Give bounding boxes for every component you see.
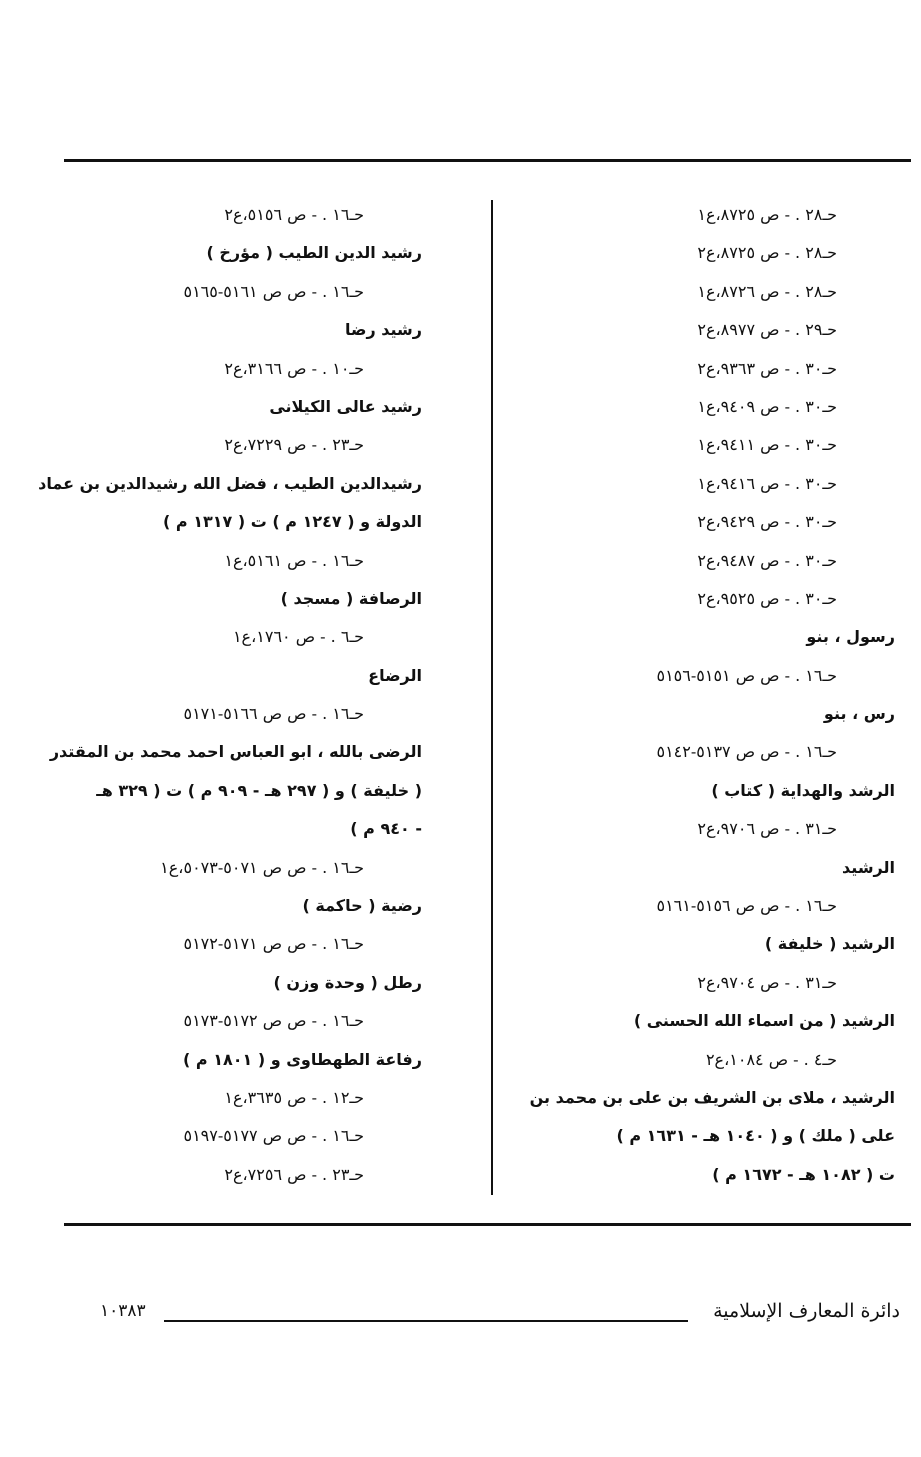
volume-page-reference: حـ١٦ . - ص ص ٥١٥١-٥١٥٦ [656, 665, 837, 685]
volume-page-reference: حـ١٦ . - ص ص ٥١٦٦-٥١٧١ [183, 704, 364, 724]
volume-page-reference: حـ١٦ . - ص ص ٥١٥٦-٥١٦١ [656, 896, 837, 916]
volume-page-reference: حـ٣٠ . - ص ٩٤١١،ع١ [697, 435, 837, 455]
index-entry-heading: رضية ( حاكمة ) [302, 896, 422, 916]
index-entry-heading: رشيدالدين الطيب ، فضل الله رشيدالدين بن عماد [38, 473, 422, 493]
volume-page-reference: حـ٢٣ . - ص ٧٢٥٦،ع٢ [224, 1164, 364, 1184]
volume-page-reference: حـ٣٠ . - ص ٩٤٨٧،ع٢ [697, 550, 837, 570]
volume-page-reference: حـ٣٠ . - ص ٩٤١٦،ع١ [697, 473, 837, 493]
volume-page-reference: حـ١٦ . - ص ص ٥١٧١-٥١٧٢ [183, 934, 364, 954]
column-divider [491, 200, 493, 1195]
volume-page-reference: حـ١٦ . - ص ص ٥١٦١-٥١٦٥ [183, 281, 364, 301]
index-entry-continuation: - ٩٤٠ م ) [350, 819, 422, 839]
index-entry-heading: الرشيد ( خليفة ) [764, 934, 895, 954]
index-entry-heading: رس ، بنو [823, 704, 895, 724]
index-entry-heading: رسول ، بنو [806, 627, 895, 647]
index-entry-heading: الرصافة ( مسجد ) [280, 588, 422, 608]
index-entry-continuation: ( خليفة ) و ( ٢٩٧ هـ - ٩٠٩ م ) ت ( ٣٢٩ هـ [96, 780, 422, 800]
volume-page-reference: حـ١٠ . - ص ٣١٦٦،ع٢ [224, 358, 364, 378]
index-entry-heading: الرشيد ، ملاى بن الشريف بن على بن محمد بن [529, 1087, 895, 1107]
volume-page-reference: حـ٢٩ . - ص ٨٩٧٧،ع٢ [697, 320, 837, 340]
index-entry-heading: الرضى بالله ، ابو العباس احمد محمد بن المقتدر [49, 742, 422, 762]
index-entry-continuation: ت ( ١٠٨٢ هـ - ١٦٧٢ م ) [712, 1164, 895, 1184]
volume-page-reference: حـ٢٨ . - ص ٨٧٢٥،ع١ [697, 205, 837, 224]
index-column-right [510, 196, 895, 1194]
volume-page-reference: حـ١٦ . - ص ص ٥٠٧١-٥٠٧٣،ع١ [160, 857, 364, 877]
volume-page-reference: حـ٢٣ . - ص ٧٢٢٩،ع٢ [224, 435, 364, 455]
index-entry-heading: رشيد رضا [345, 320, 422, 340]
index-entry-heading: رشيد الدين الطيب ( مؤرخ ) [206, 243, 422, 263]
volume-page-reference: حـ١٦ . - ص ٥١٦١،ع١ [224, 550, 364, 570]
volume-page-reference: حـ٣١ . - ص ٩٧٠٦،ع٢ [697, 819, 837, 839]
volume-page-reference: حـ١٢ . - ص ٣٦٣٥،ع١ [224, 1087, 364, 1107]
index-entry-continuation: الدولة و ( ١٢٤٧ م ) ت ( ١٣١٧ م ) [163, 512, 422, 532]
index-entry-heading: الرشيد ( من اسماء الله الحسنى ) [633, 1011, 895, 1031]
footer-leader-line [164, 1320, 688, 1322]
volume-page-reference: حـ٦ . - ص ١٧٦٠،ع١ [232, 627, 364, 647]
index-entry-heading: رفاعة الطهطاوى و ( ١٨٠١ م ) [183, 1049, 422, 1069]
index-entry-heading: رشيد عالى الكيلانى [269, 396, 422, 416]
volume-page-reference: حـ٣٠ . - ص ٩٤٠٩،ع١ [697, 396, 837, 416]
volume-page-reference: حـ١٦ . - ص ص ٥١٧٧-٥١٩٧ [183, 1126, 364, 1146]
index-column-left [38, 196, 422, 1194]
volume-page-reference: حـ١٦ . - ص ص ٥١٣٧-٥١٤٢ [656, 742, 837, 762]
index-entry-continuation: على ( ملك ) و ( ١٠٤٠ هـ - ١٦٣١ م ) [616, 1126, 895, 1146]
top-rule [64, 159, 911, 162]
page-number: ١٠٣٨٣ [100, 1301, 146, 1321]
index-entry-heading: الرضاع [368, 665, 422, 685]
volume-page-reference: حـ٣٠ . - ص ٩٣٦٣،ع٢ [697, 358, 837, 378]
volume-page-reference: حـ٤ . - ص ١٠٨٤،ع٢ [705, 1049, 837, 1069]
index-entry-heading: رطل ( وحدة وزن ) [273, 972, 422, 992]
page-footer [100, 1296, 900, 1326]
volume-page-reference: حـ١٦ . - ص ص ٥١٧٢-٥١٧٣ [183, 1011, 364, 1031]
bottom-rule [64, 1223, 911, 1226]
volume-page-reference: حـ٣٠ . - ص ٩٤٢٩،ع٢ [697, 512, 837, 532]
volume-page-reference: حـ١٦ . - ص ٥١٥٦،ع٢ [224, 205, 364, 224]
index-entry-heading: الرشيد [842, 857, 895, 877]
volume-page-reference: حـ٢٨ . - ص ٨٧٢٦،ع١ [697, 281, 837, 301]
volume-page-reference: حـ٣٠ . - ص ٩٥٢٥،ع٢ [697, 588, 837, 608]
volume-page-reference: حـ٢٨ . - ص ٨٧٢٥،ع٢ [697, 243, 837, 263]
index-entry-heading: الرشد والهداية ( كتاب ) [711, 780, 895, 800]
encyclopedia-title: دائرة المعارف الإسلامية [713, 1300, 900, 1322]
volume-page-reference: حـ٣١ . - ص ٩٧٠٤،ع٢ [697, 972, 837, 992]
